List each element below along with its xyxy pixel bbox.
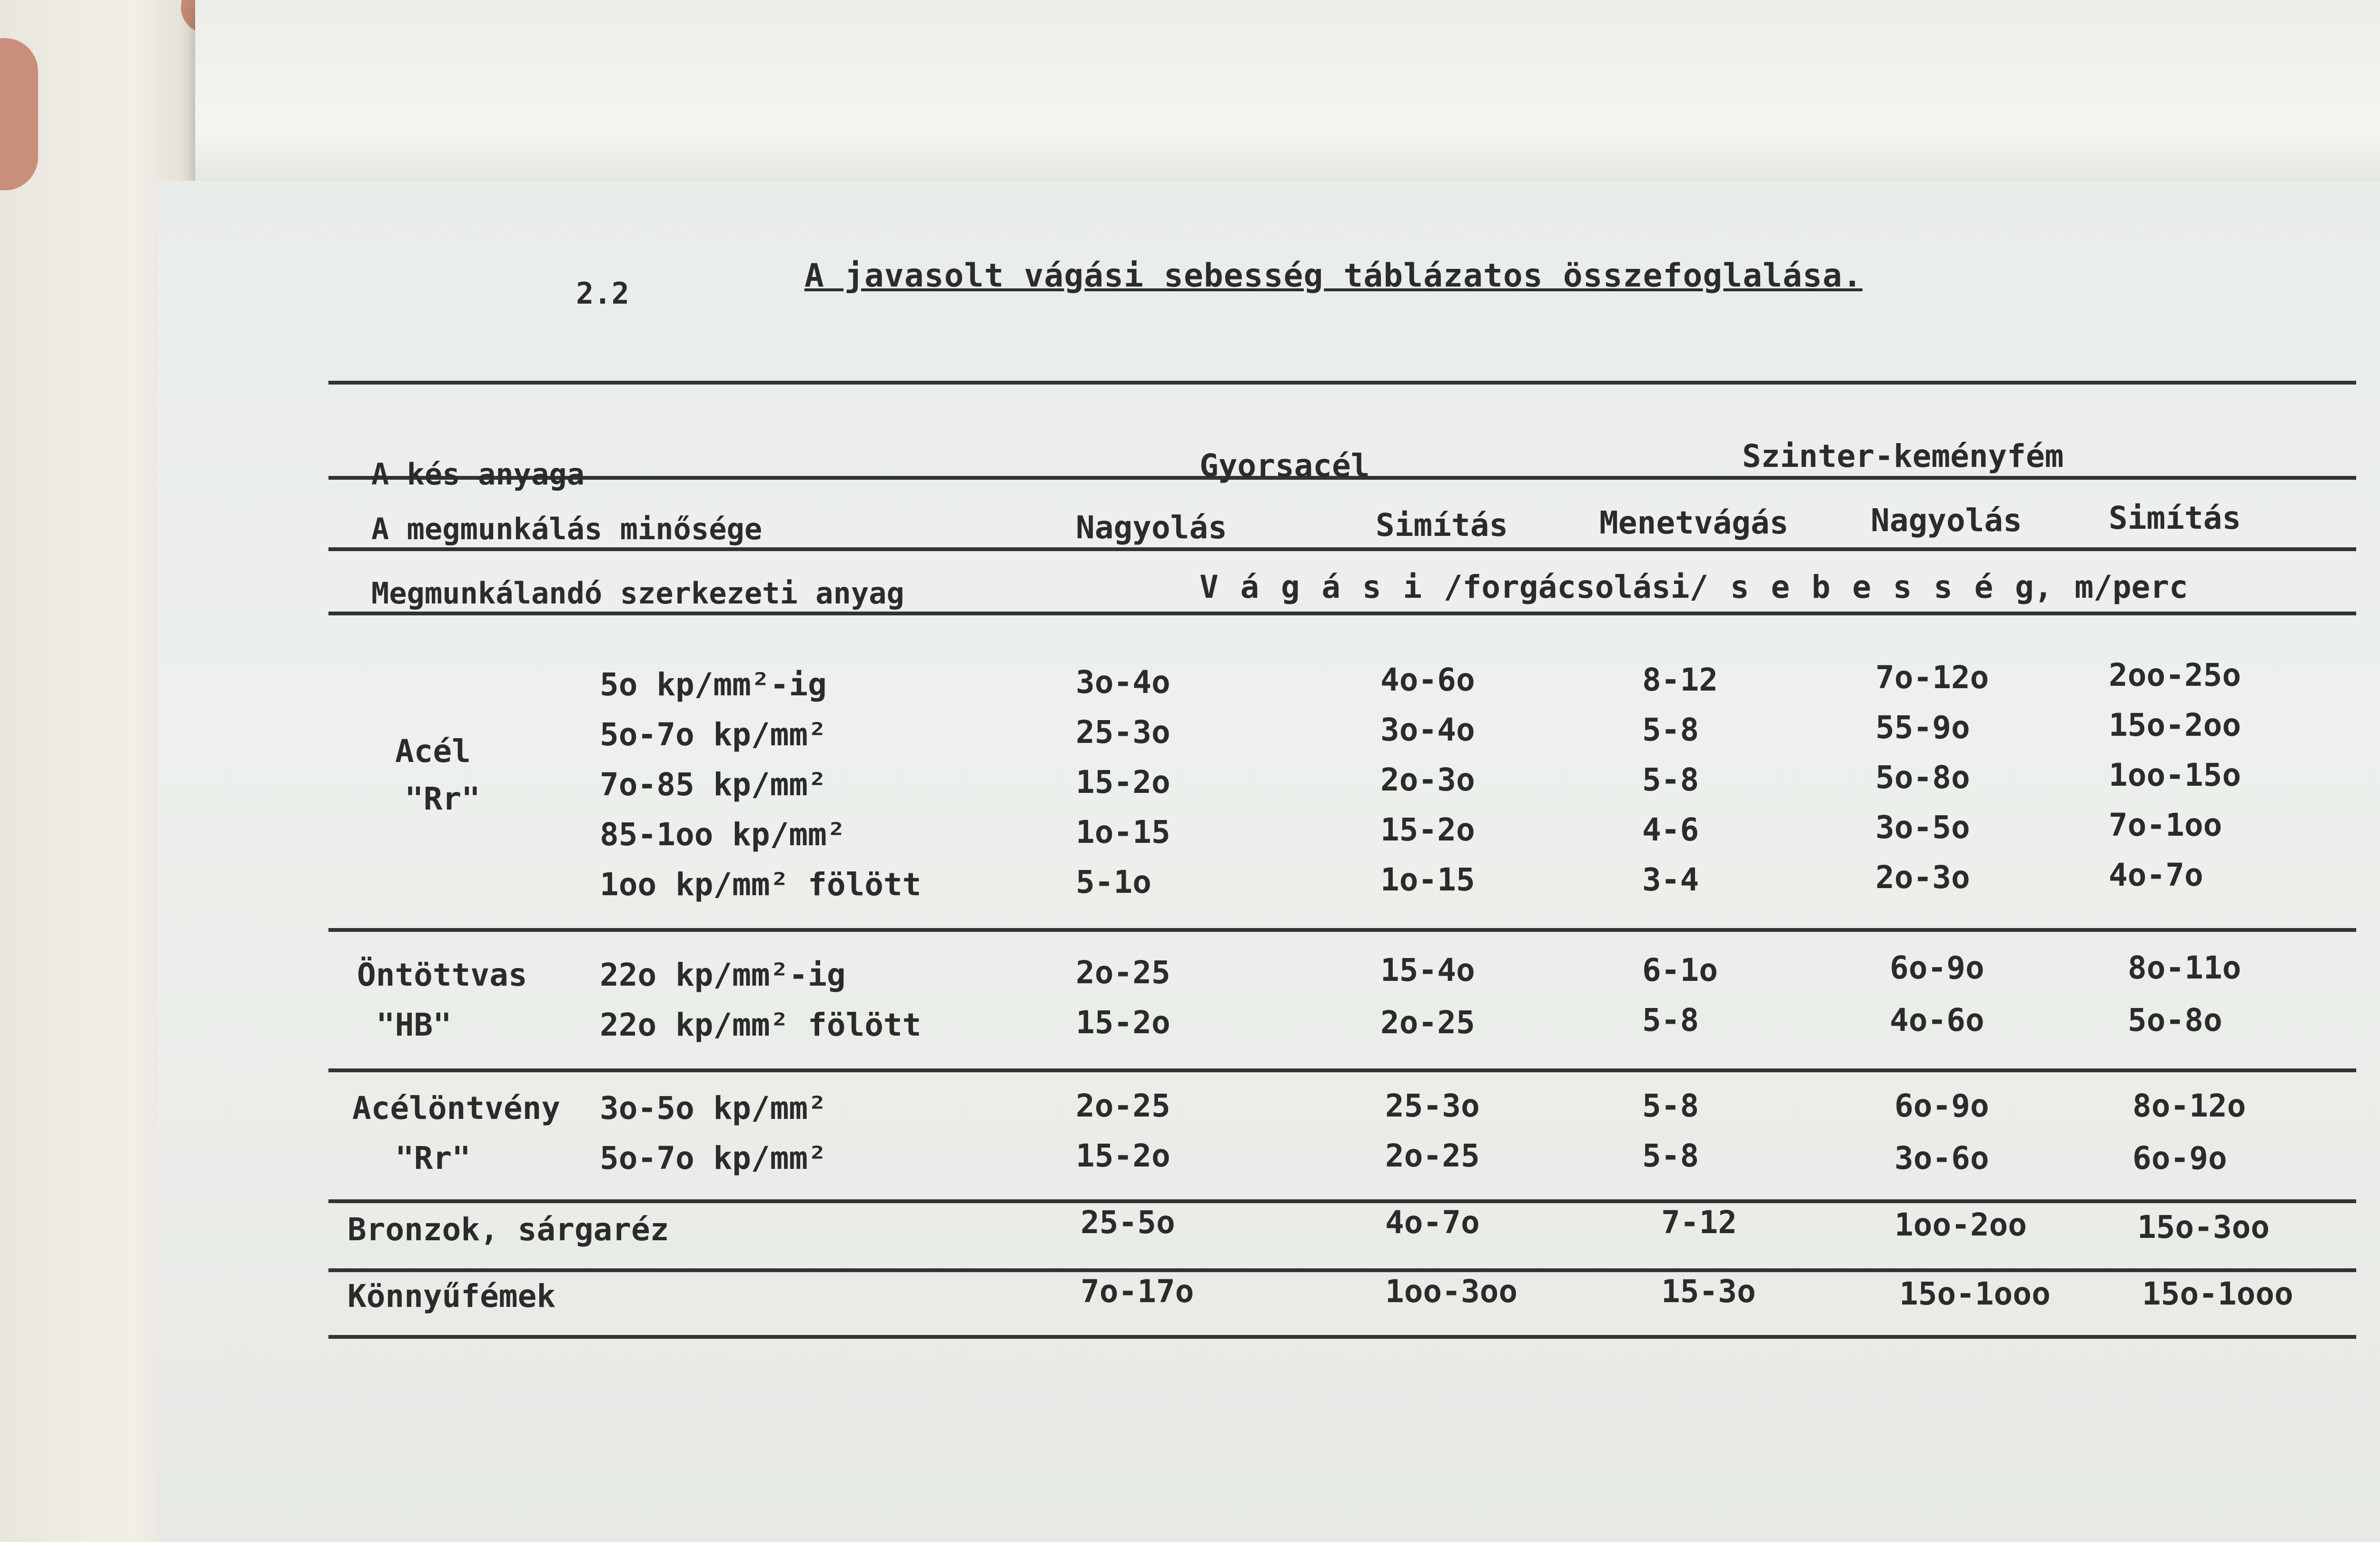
value-cell: 15-2o — [1076, 764, 1170, 801]
group-subname-cast-iron: "HB" — [376, 1007, 452, 1043]
value-cell: 5-8 — [1642, 761, 1699, 798]
header-rule-3 — [328, 612, 2356, 615]
value-cell: 8o-11o — [2128, 949, 2241, 986]
value-cell: 5-8 — [1642, 1002, 1699, 1038]
group-name-light-metals: Könnyűfémek — [347, 1278, 556, 1315]
folded-top-sheet — [195, 0, 2380, 190]
value-cell: 5o-8o — [1875, 759, 1970, 796]
op-header-3: Menetvágás — [1599, 504, 1789, 541]
value-cell: 1oo-2oo — [1894, 1206, 2027, 1243]
value-cell: 1o-15 — [1076, 814, 1170, 850]
value-cell: 5-8 — [1642, 712, 1699, 748]
value-cell: 6o-9o — [1890, 949, 1984, 986]
table-bottom-rule — [328, 1335, 2356, 1339]
op-header-5: Simítás — [2109, 500, 2241, 536]
value-cell: 2o-3o — [1380, 761, 1475, 798]
value-cell: 3o-5o — [1875, 809, 1970, 846]
spec-cell: 5o-7o kp/mm² — [600, 716, 827, 753]
value-cell: 7o-1oo — [2109, 807, 2222, 843]
value-cell: 1oo-15o — [2109, 757, 2241, 793]
spec-cell: 22o kp/mm²-ig — [600, 957, 846, 993]
value-cell: 25-3o — [1385, 1087, 1480, 1124]
value-cell: 2o-25 — [1076, 1087, 1170, 1124]
material-label: Megmunkálandó szerkezeti anyag — [371, 576, 904, 611]
tool-carbide-header: Szinter-keményfém — [1742, 438, 2064, 474]
group-rule-1 — [328, 928, 2356, 932]
group-name-bronze: Bronzok, sárgaréz — [347, 1211, 669, 1248]
group-rule-4 — [328, 1268, 2356, 1272]
op-header-2: Simítás — [1376, 507, 1508, 544]
value-cell: 3o-6o — [1894, 1140, 1989, 1176]
value-cell: 3-4 — [1642, 861, 1699, 898]
value-cell: 8-12 — [1642, 662, 1718, 698]
group-name-cast-iron: Öntöttvas — [357, 957, 527, 993]
group-rule-3 — [328, 1199, 2356, 1203]
value-cell: 15-3o — [1661, 1273, 1756, 1310]
op-header-4: Nagyolás — [1871, 502, 2022, 539]
value-cell: 3o-4o — [1380, 712, 1475, 748]
value-cell: 2o-25 — [1385, 1137, 1480, 1174]
value-cell: 6-1o — [1642, 952, 1718, 988]
cutting-speed-label: V á g á s i /forgácsolási/ s e b e s s é g, m/perc — [1200, 569, 2188, 605]
document-page — [157, 181, 2380, 1542]
value-cell: 25-5o — [1081, 1204, 1175, 1241]
value-cell: 1o-15 — [1380, 861, 1475, 898]
value-cell: 4o-7o — [1385, 1204, 1480, 1241]
value-cell: 5-1o — [1076, 864, 1151, 900]
value-cell: 55-9o — [1875, 709, 1970, 746]
spec-cell: 5o kp/mm²-ig — [600, 666, 827, 703]
tool-hss-header: Gyorsacél — [1200, 447, 1370, 484]
spec-cell: 85-1oo kp/mm² — [600, 816, 846, 853]
value-cell: 2o-3o — [1875, 859, 1970, 896]
value-cell: 15-2o — [1380, 811, 1475, 848]
value-cell: 2oo-25o — [2109, 657, 2241, 693]
value-cell: 8o-12o — [2132, 1087, 2246, 1124]
spec-cell: 1oo kp/mm² fölött — [600, 866, 922, 903]
value-cell: 5o-8o — [2128, 1002, 2222, 1038]
group-rule-2 — [328, 1068, 2356, 1072]
value-cell: 2o-25 — [1380, 1004, 1475, 1041]
spec-cell: 5o-7o kp/mm² — [600, 1140, 827, 1176]
table-top-rule — [328, 381, 2356, 385]
group-subname-steel: "Rr" — [405, 781, 480, 817]
value-cell: 4-6 — [1642, 811, 1699, 848]
quality-label: A megmunkálás minősége — [371, 512, 763, 546]
value-cell: 25-3o — [1076, 714, 1170, 751]
value-cell: 6o-9o — [2132, 1140, 2227, 1176]
value-cell: 15o-1ooo — [2142, 1275, 2293, 1312]
group-name-cast-steel: Acélöntvény — [352, 1090, 561, 1127]
spec-cell: 22o kp/mm² fölött — [600, 1007, 922, 1043]
group-subname-cast-steel: "Rr" — [395, 1140, 471, 1176]
header-rule-2 — [328, 547, 2356, 551]
group-name-steel: Acél — [395, 733, 471, 770]
value-cell: 15-2o — [1076, 1137, 1170, 1174]
value-cell: 7o-12o — [1875, 659, 1989, 696]
value-cell: 6o-9o — [1894, 1087, 1989, 1124]
value-cell: 15o-3oo — [2137, 1209, 2270, 1245]
value-cell: 4o-7o — [2109, 857, 2203, 893]
value-cell: 15-2o — [1076, 1004, 1170, 1041]
value-cell: 4o-6o — [1890, 1002, 1984, 1038]
op-header-1: Nagyolás — [1076, 509, 1227, 546]
value-cell: 2o-25 — [1076, 954, 1170, 991]
value-cell: 15o-1ooo — [1899, 1275, 2051, 1312]
section-number: 2.2 — [576, 276, 629, 311]
value-cell: 5-8 — [1642, 1137, 1699, 1174]
spec-cell: 7o-85 kp/mm² — [600, 766, 827, 803]
value-cell: 15o-2oo — [2109, 707, 2241, 743]
value-cell: 15-4o — [1380, 952, 1475, 988]
value-cell: 7-12 — [1661, 1204, 1737, 1241]
page-title: A javasolt vágási sebesség táblázatos összefoglalása. — [804, 257, 1863, 295]
value-cell: 5-8 — [1642, 1087, 1699, 1124]
value-cell: 7o-17o — [1081, 1273, 1194, 1310]
spec-cell: 3o-5o kp/mm² — [600, 1090, 827, 1127]
value-cell: 4o-6o — [1380, 662, 1475, 698]
value-cell: 1oo-3oo — [1385, 1273, 1518, 1310]
tool-material-label: A kés anyaga — [371, 457, 585, 492]
finger — [0, 38, 38, 190]
value-cell: 3o-4o — [1076, 664, 1170, 701]
